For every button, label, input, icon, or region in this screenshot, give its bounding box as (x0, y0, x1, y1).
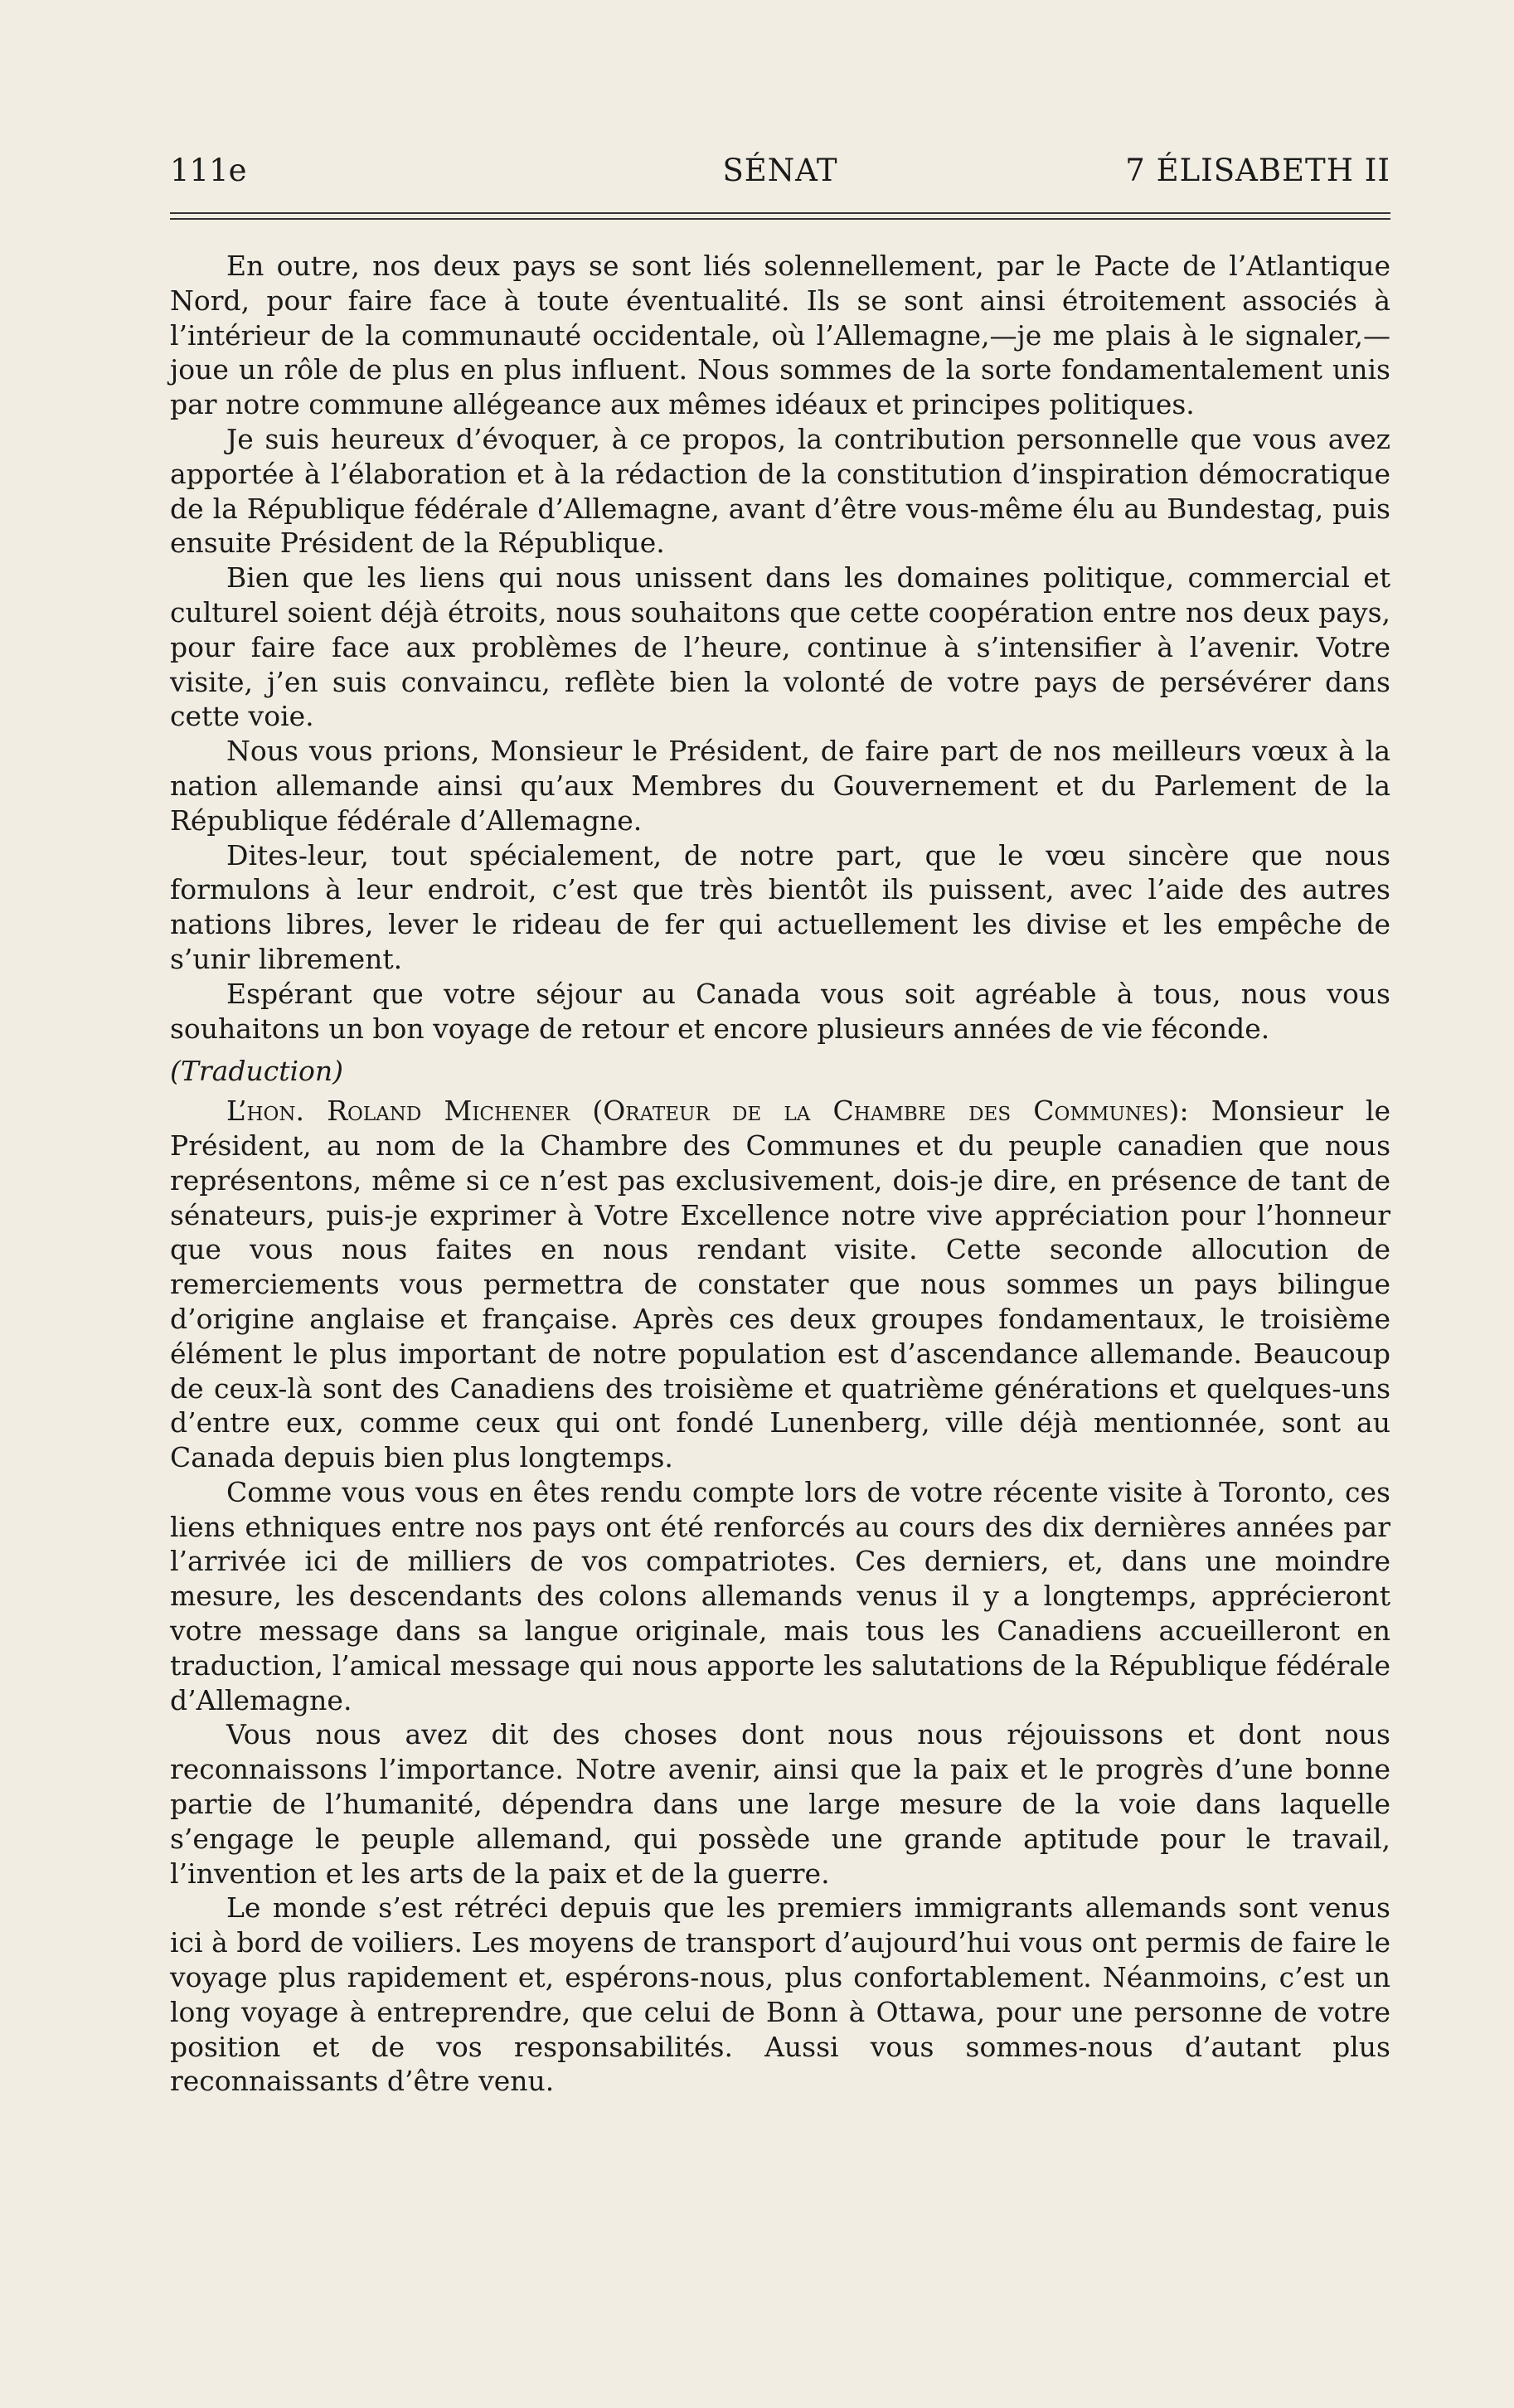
speech-paragraph-first (170, 1094, 1390, 1475)
page-body (170, 249, 1390, 2099)
section-title: SÉNAT (722, 153, 838, 188)
translation-label: (Traduction) (170, 1055, 344, 1088)
paragraph: Dites-leur, tout spécialement, de notre part, que le vœu sincère que nous formulons à leur endroit, c’est que très bientôt ils puissent, avec l’aide des autres nations libres, lever le rideau de fer qui actuellement les divise et les empêche de s’unir librement. (170, 838, 1390, 975)
paragraph: Espérant que votre séjour au Canada vous soit agréable à tous, nous vous souhaitons un bon voyage de retour et encore plusieurs années de vie féconde. (170, 977, 1390, 1045)
speech-text: Monsieur le Président, au nom de la Chambre des Communes et du peuple canadien que nous représentons, même si ce n’est pas exclusivement, dois-je dire, en présence de tant de sénateurs, puis-je exprimer à Votre Excellence notre vive appréciation pour l’honneur que vous nous faites en nous rendant visite. Cette seconde allocution de remerciements vous permettra de constater que nous sommes un pays bilingue d’origine anglaise et française. Après ces deux groupes fondamentaux, le troisième élément le plus important de notre population est d’ascendance allemande. Beaucoup de ceux-là sont des Canadiens des troisième et quatrième générations et quelques-uns d’entre eux, comme ceux qui ont fondé Lunenberg, ville déjà mentionnée, sont au Canada depuis bien plus longtemps. (170, 1095, 1390, 1474)
speaker-colon: : (1179, 1095, 1189, 1128)
paragraph: Vous nous avez dit des choses dont nous nous réjouissons et dont nous reconnaissons l’importance. Notre avenir, ainsi que la paix et le progrès d’une bonne partie de l’humanité, dépendra dans une large mesure de la voie dans laquelle s’engage le peuple allemand, qui possède une grande aptitude pour le travail, l’invention et les arts de la paix et de la guerre. (170, 1718, 1390, 1890)
page-header (170, 148, 1390, 194)
header-rule-bottom (170, 218, 1390, 220)
page-number: 111e (170, 153, 247, 188)
speaker-name: L’hon. Roland Michener (226, 1095, 570, 1128)
paragraph: Bien que les liens qui nous unissent dans les domaines politique, commercial et culturel soient déjà étroits, nous souhaitons que cette coopération entre nos deux pays, pour faire face aux problèmes de l’heure, continue à s’intensifier à l’avenir. Votre visite, j’en suis convaincu, reflète bien la volonté de votre pays de persévérer dans cette voie. (170, 561, 1390, 733)
header-rule-top (170, 212, 1390, 214)
speaker-title: (Orateur de la Chambre des Communes) (592, 1095, 1180, 1128)
paragraph: En outre, nos deux pays se sont liés solennellement, par le Pacte de l’Atlantique Nord, pour faire face à toute éventualité. Ils se sont ainsi étroitement associés à l’intérieur de la communauté occidentale, où l’Allemagne,—je me plais à le signaler,—joue un rôle de plus en plus influent. Nous sommes de la sorte fondamentalement unis par notre commune allégeance aux mêmes idéaux et principes politiques. (170, 250, 1390, 421)
reign-label: 7 ÉLISABETH II (1125, 153, 1390, 188)
paragraph: Nous vous prions, Monsieur le Président, de faire part de nos meilleurs vœux à la nation allemande ainsi qu’aux Membres du Gouvernement et du Parlement de la République fédérale d’Allemagne. (170, 735, 1390, 837)
paragraph: Je suis heureux d’évoquer, à ce propos, la contribution personnelle que vous avez apportée à l’élaboration et à la rédaction de la constitution d’inspiration démocratique de la République fédérale d’Allemagne, avant d’être vous-même élu au Bundestag, puis ensuite Président de la République. (170, 422, 1390, 560)
paragraph: Comme vous vous en êtes rendu compte lors de votre récente visite à Toronto, ces liens ethniques entre nos pays ont été renforcés au cours des dix dernières années par l’arrivée ici de milliers de vos compatriotes. Ces derniers, et, dans une moindre mesure, les descendants des colons allemands venus il y a longtemps, apprécieront votre message dans sa langue originale, mais tous les Canadiens accueilleront en traduction, l’amical message qui nous apporte les salutations de la République fédérale d’Allemagne. (170, 1475, 1390, 1716)
paragraph: Le monde s’est rétréci depuis que les premiers immigrants allemands sont venus ici à bord de voiliers. Les moyens de transport d’aujourd’hui vous ont permis de faire le voyage plus rapidement et, espérons-nous, plus confortablement. Néanmoins, c’est un long voyage à entreprendre, que celui de Bonn à Ottawa, pour une personne de votre position et de vos responsabilités. Aussi vous sommes-nous d’autant plus reconnaissants d’être venu. (170, 1891, 1390, 2098)
